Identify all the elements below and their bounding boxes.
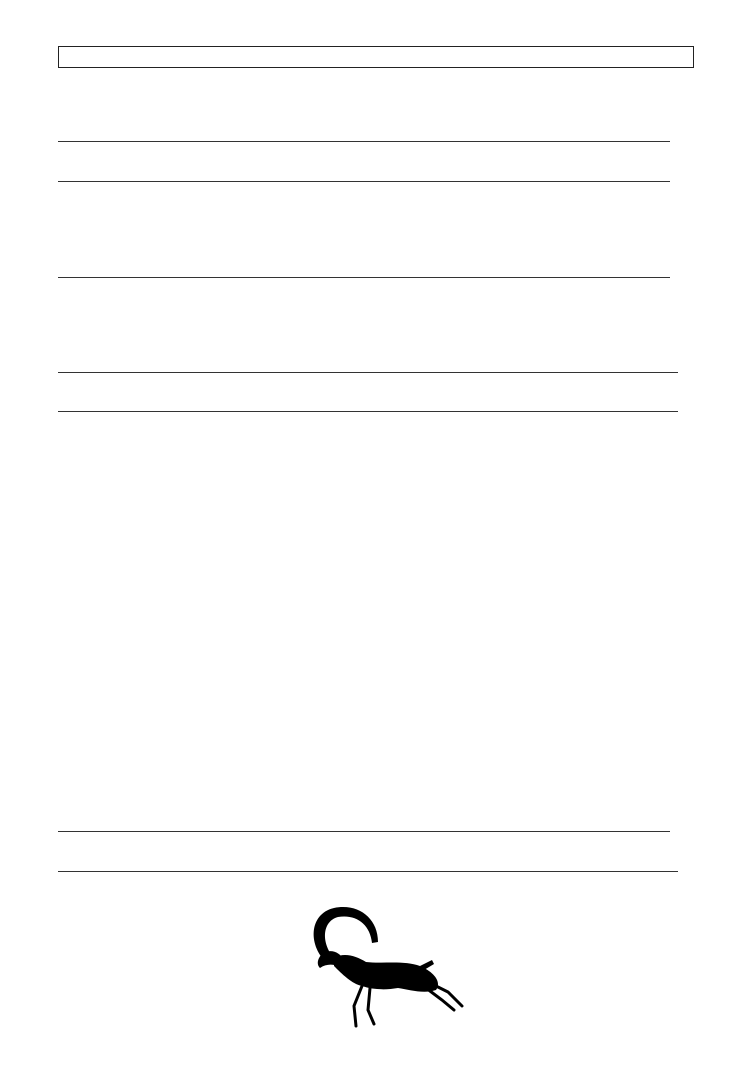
pine-tree-border-left — [0, 0, 14, 1088]
answer-line[interactable] — [58, 871, 678, 872]
ibex-icon — [300, 902, 470, 1032]
pine-tree-border-top — [0, 2, 752, 28]
answer-line[interactable] — [58, 181, 670, 182]
question-5 — [58, 759, 698, 799]
answer-line[interactable] — [58, 277, 670, 278]
answer-line[interactable] — [58, 831, 670, 832]
answer-line[interactable] — [58, 411, 678, 412]
answer-line[interactable] — [58, 141, 670, 142]
pine-tree-border-bottom — [0, 1062, 752, 1088]
answer-line[interactable] — [58, 372, 678, 373]
pine-tree-border-right — [738, 0, 752, 1088]
worksheet-header — [58, 46, 694, 68]
